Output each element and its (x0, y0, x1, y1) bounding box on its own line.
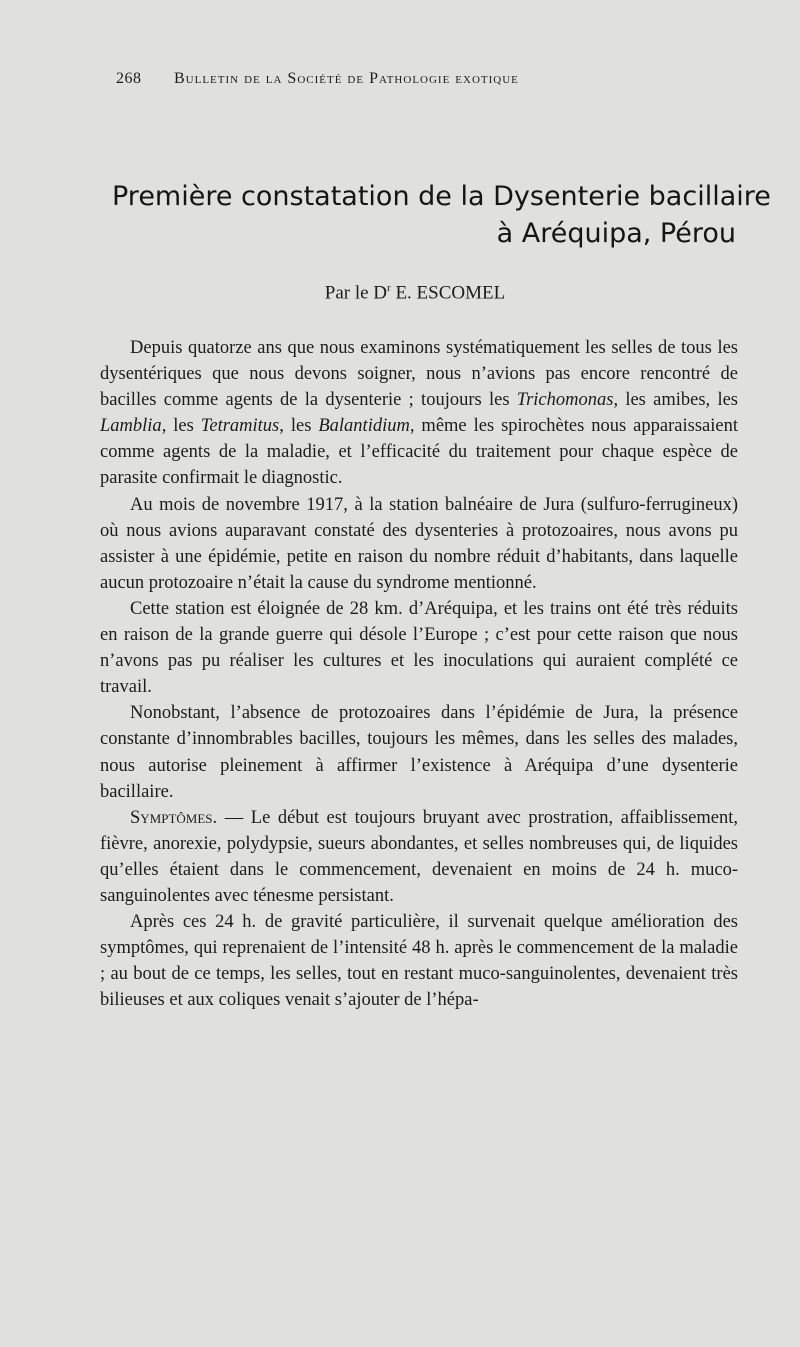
text-run: , les (161, 416, 201, 437)
author-title-sup: r (387, 282, 391, 294)
article-title-line-2: à Aréquipa, Pérou (496, 218, 736, 249)
taxon-name: Balantidium (318, 416, 410, 437)
text-run: , même les spirochètes nous apparaissaient comme agents de la maladie, et l’efficacité du traitement pour chaque espèce de parasite confirmait le diagnostic. (100, 416, 738, 489)
running-header (116, 70, 716, 88)
paragraph-1 (100, 335, 738, 492)
author-name: E. ESCOMEL (390, 282, 506, 304)
author-line (0, 282, 800, 304)
article-body (100, 335, 738, 1013)
text-run: , les amibes, les (613, 390, 738, 411)
taxon-name: Trichomonas (516, 390, 614, 411)
section-lead: Symptômes. (130, 807, 218, 828)
paragraph-4: Nonobstant, l’absence de protozoaires dans l’épidémie de Jura, la présence constante d’innombrables bacilles, toujours les mêmes, dans les selles des malades, nous autorise pleinement à affirmer l’existence à Aréquipa d’une dysenterie bacillaire. (100, 703, 738, 802)
taxon-name: Tetramitus (200, 416, 280, 437)
author-prefix: Par le D (324, 282, 388, 304)
article-title-line-1: Première constatation de la Dysenterie bacillaire (112, 181, 771, 212)
paragraph-5 (100, 805, 738, 909)
paragraph-3: Cette station est éloignée de 28 km. d’Aréquipa, et les trains ont été très réduits en raison de la grande guerre qui désole l’Europe ; c’est pour cette raison que nous n’avons pas pu réaliser les cultures et les inoculations qui auraient complété ce travail. (100, 598, 738, 698)
taxon-name: Lamblia (100, 416, 162, 437)
paragraph-2: Au mois de novembre 1917, à la station balnéaire de Jura (sulfuro-ferrugineux) où nous avions auparavant constaté des dysenteries à protozoaires, nous avons pu assister à une épidémie, petite en raison du nombre réduit d’habitants, dans laquelle aucun protozoaire n’était la cause du syndrome mentionné. (100, 494, 738, 593)
paragraph-6: Après ces 24 h. de gravité particulière, il survenait quelque amélioration des symptômes, qui reprenaient de l’intensité 48 h. après le commencement de la maladie ; au bout de ce temps, les selles, tout en restant muco-sanguinolentes, devenaient très bilieuses et aux coliques venait s’ajouter de l’hépa- (100, 912, 738, 1011)
text-run: — Le début est toujours bruyant avec prostration, affaiblissement, fièvre, anorexie, polydypsie, sueurs abondantes, et selles nombreuses qui, de liquides qu’elles étaient dans le commencement, devenaient en moins de 24 h. muco-sanguinolentes avec ténesme persistant. (100, 807, 738, 906)
text-run: , les (279, 416, 319, 437)
page-number: 268 (116, 70, 142, 87)
journal-title: Bulletin de la Société de Pathologie exotique (174, 70, 519, 87)
text-run: Depuis quatorze ans que nous examinons systématiquement les selles de tous les dysentériques que nous devons soigner, nous n’avions pas encore rencontré de bacilles comme agents de la dysenterie ; toujours les (100, 338, 738, 411)
